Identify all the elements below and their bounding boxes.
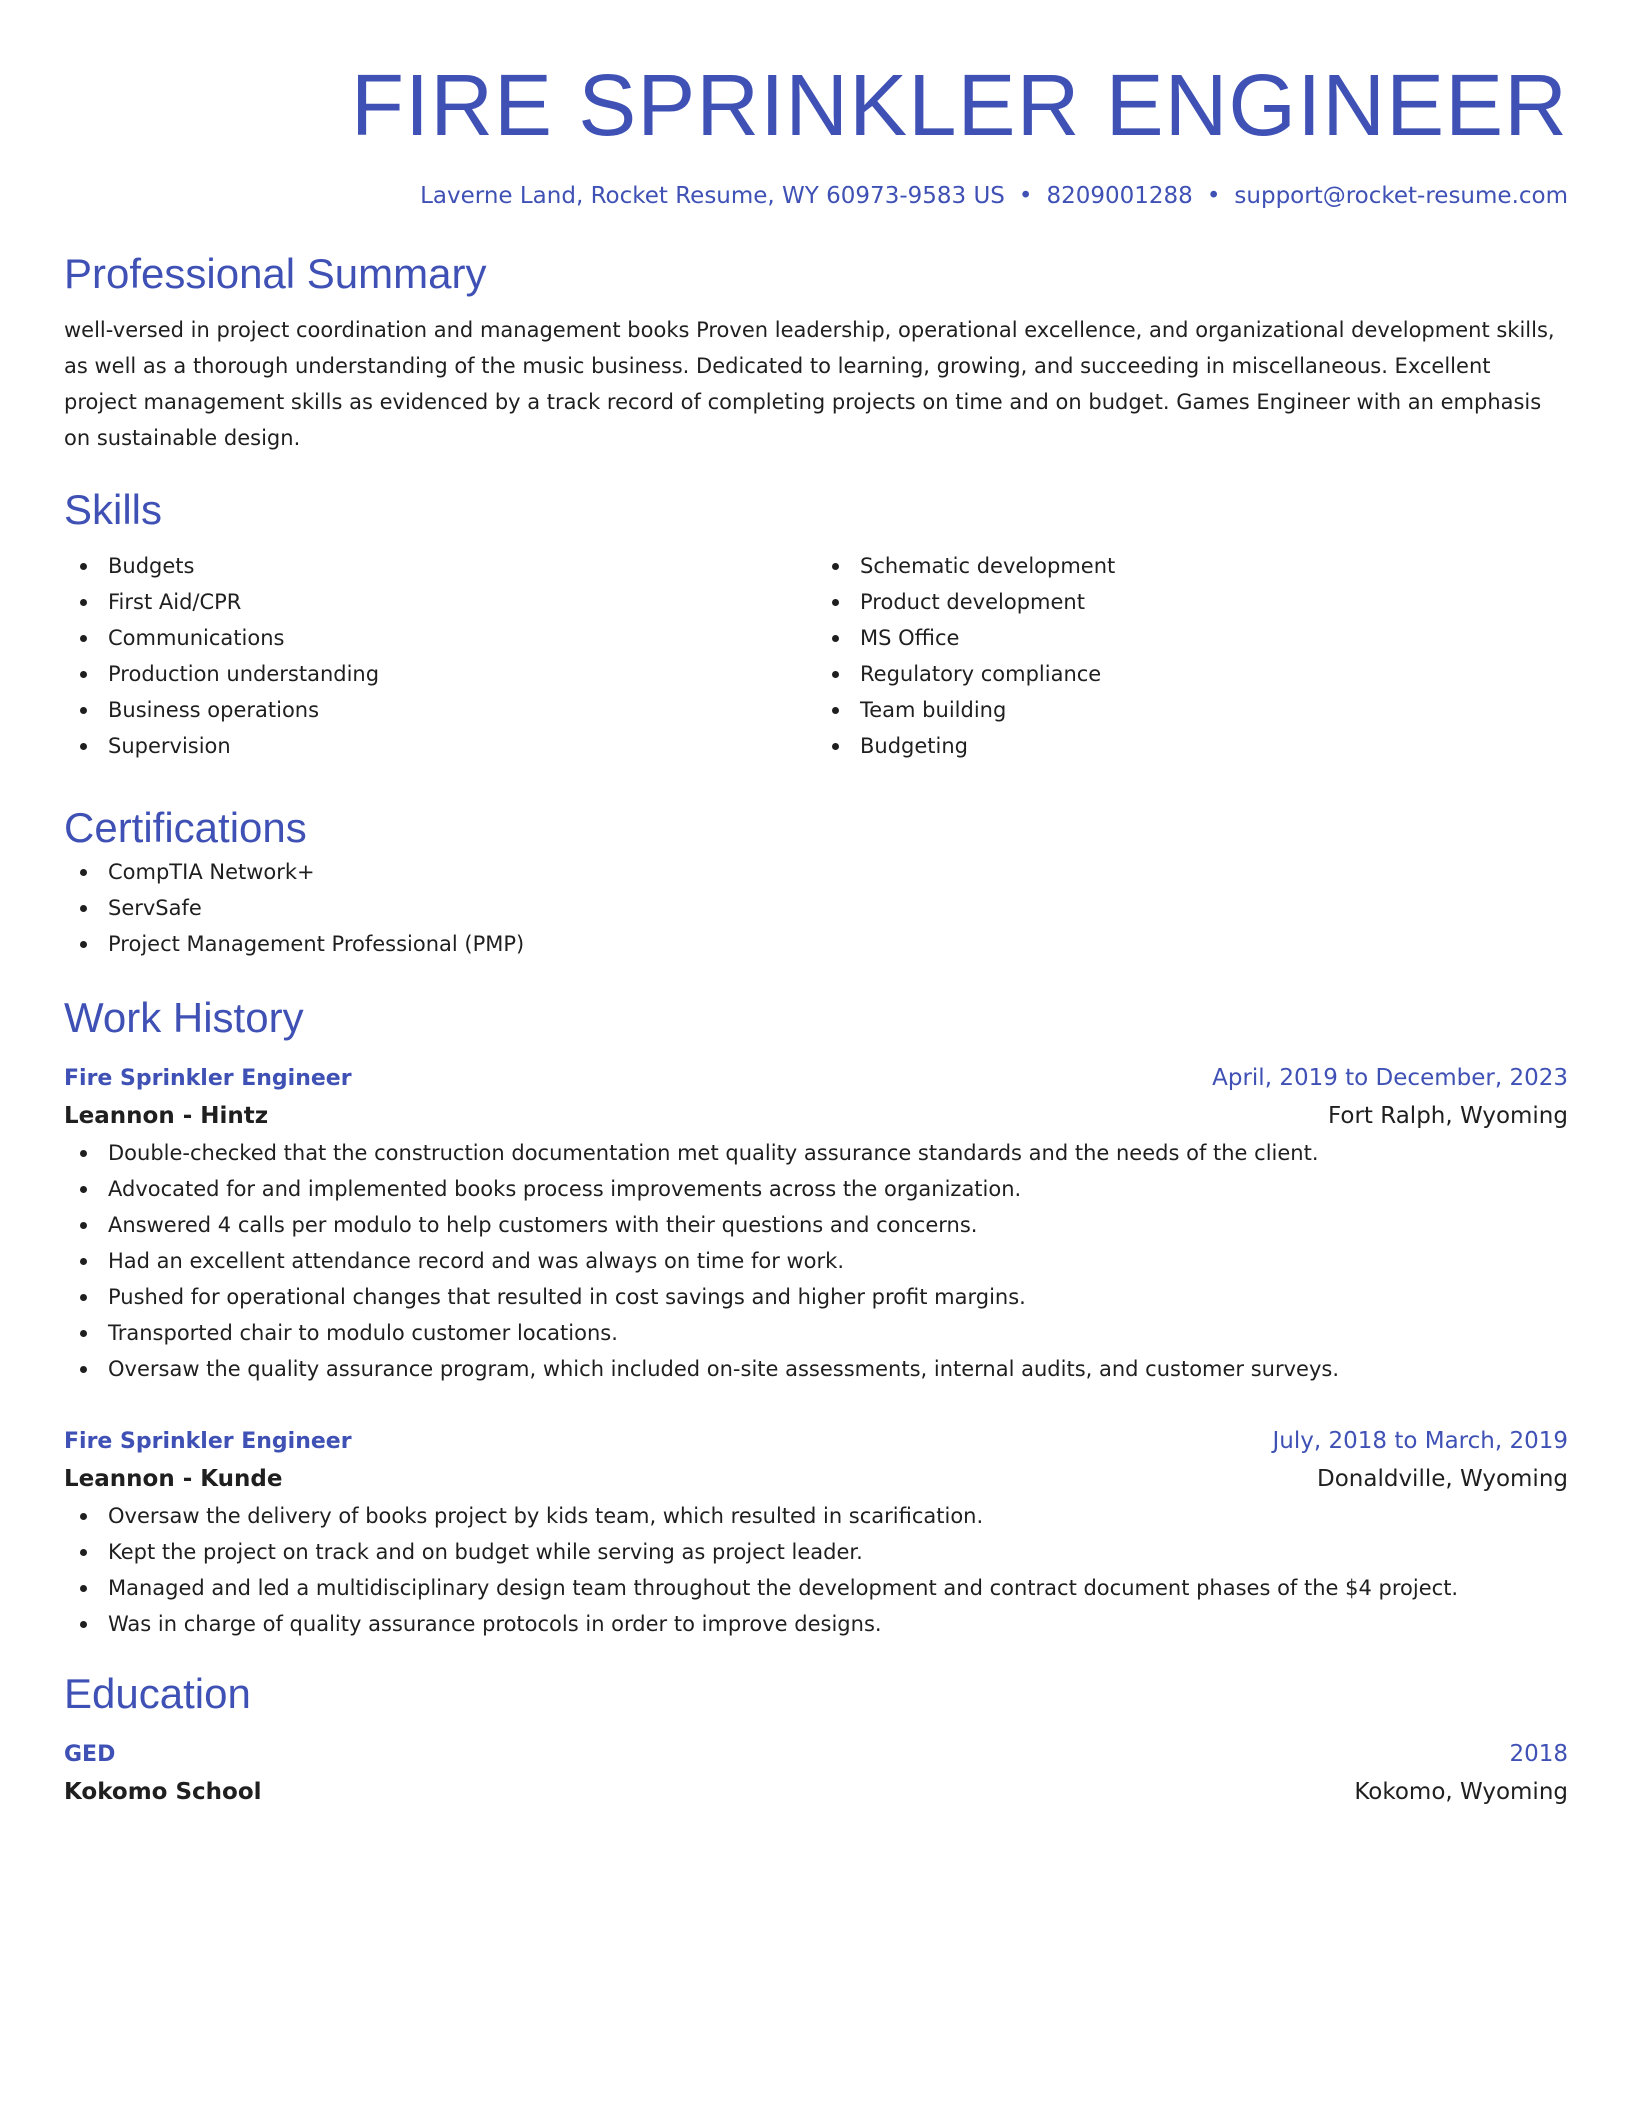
job-title-row	[64, 1060, 1568, 1097]
skill-item: Product development	[816, 584, 1568, 620]
job-company-row	[64, 1460, 1568, 1498]
skills-columns	[64, 548, 1568, 764]
job-title: Fire Sprinkler Engineer	[64, 1066, 352, 1091]
certification-item: ServSafe	[64, 890, 1568, 926]
job-duty-item: Pushed for operational changes that resulted in cost savings and higher profit margins.	[64, 1279, 1568, 1315]
skill-item: Production understanding	[64, 656, 816, 692]
job-duty-item: Transported chair to modulo customer locations.	[64, 1315, 1568, 1351]
job-duty-item: Kept the project on track and on budget while serving as project leader.	[64, 1534, 1568, 1570]
skill-item: Budgets	[64, 548, 816, 584]
job-company-row	[64, 1097, 1568, 1135]
job-title-row	[64, 1423, 1568, 1460]
education-entry	[64, 1736, 1568, 1811]
job-title: Fire Sprinkler Engineer	[64, 1429, 352, 1454]
job-duties-list	[64, 1135, 1568, 1387]
job-entry	[64, 1423, 1568, 1642]
skills-list-left	[64, 548, 816, 764]
summary-heading: Professional Summary	[64, 250, 487, 297]
skills-list-right	[816, 548, 1568, 764]
skill-item: Schematic development	[816, 548, 1568, 584]
education-school-row	[64, 1773, 1568, 1811]
contact-email: support@rocket-resume.com	[1234, 183, 1568, 209]
job-dates: April, 2019 to December, 2023	[1212, 1065, 1568, 1091]
contact-phone: 8209001288	[1046, 183, 1193, 209]
education-heading: Education	[64, 1670, 251, 1717]
education-degree-row	[64, 1736, 1568, 1773]
skill-item: Business operations	[64, 692, 816, 728]
job-dates: July, 2018 to March, 2019	[1272, 1428, 1568, 1454]
skill-item: Communications	[64, 620, 816, 656]
skill-item: Supervision	[64, 728, 816, 764]
summary-text: well-versed in project coordination and management books Proven leadership, operational excellence, and organizational development skills, as well as a thorough understanding of the music business. Dedicated to learning, growing, and succeeding in miscellaneous. Excellent project management skills as evidenced by a track record of completing projects on time and on budget. Games Engineer with an emphasis on sustainable design.	[64, 318, 1555, 450]
contact-address: Laverne Land, Rocket Resume, WY 60973-9583 US	[420, 183, 1005, 209]
job-company: Leannon - Kunde	[64, 1466, 283, 1492]
job-duty-item: Had an excellent attendance record and was always on time for work.	[64, 1243, 1568, 1279]
contact-line	[64, 180, 1568, 212]
skills-section	[64, 484, 1568, 764]
job-duty-item: Was in charge of quality assurance protocols in order to improve designs.	[64, 1606, 1568, 1642]
job-location: Donaldville, Wyoming	[1317, 1466, 1568, 1492]
education-school: Kokomo School	[64, 1779, 262, 1805]
certifications-section	[64, 802, 1568, 962]
job-entry	[64, 1060, 1568, 1387]
education-degree: GED	[64, 1742, 116, 1767]
skill-item: First Aid/CPR	[64, 584, 816, 620]
resume-header	[64, 56, 1568, 212]
skill-item: Regulatory compliance	[816, 656, 1568, 692]
job-duty-item: Oversaw the delivery of books project by kids team, which resulted in scarification.	[64, 1498, 1568, 1534]
education-location: Kokomo, Wyoming	[1354, 1779, 1568, 1805]
skills-heading: Skills	[64, 486, 163, 533]
job-duty-item: Advocated for and implemented books process improvements across the organization.	[64, 1171, 1568, 1207]
contact-separator: •	[1018, 183, 1033, 209]
job-duty-item: Double-checked that the construction documentation met quality assurance standards and the needs of the client.	[64, 1135, 1568, 1171]
candidate-name: FIRE SPRINKLER ENGINEER	[350, 57, 1568, 154]
job-duty-item: Answered 4 calls per modulo to help customers with their questions and concerns.	[64, 1207, 1568, 1243]
education-section	[64, 1668, 1568, 1811]
job-duty-item: Oversaw the quality assurance program, which included on-site assessments, internal audits, and customer surveys.	[64, 1351, 1568, 1387]
certification-item: CompTIA Network+	[64, 854, 1568, 890]
contact-separator: •	[1206, 183, 1221, 209]
skill-item: MS Office	[816, 620, 1568, 656]
education-year: 2018	[1509, 1741, 1568, 1767]
job-duty-item: Managed and led a multidisciplinary design team throughout the development and contract document phases of the $4 project.	[64, 1570, 1568, 1606]
skill-item: Team building	[816, 692, 1568, 728]
certifications-list	[64, 854, 1568, 962]
job-company: Leannon - Hintz	[64, 1103, 269, 1129]
certifications-heading: Certifications	[64, 804, 307, 851]
work-history-section	[64, 992, 1568, 1642]
job-location: Fort Ralph, Wyoming	[1327, 1103, 1568, 1129]
work-history-heading: Work History	[64, 994, 304, 1041]
skill-item: Budgeting	[816, 728, 1568, 764]
summary-section	[64, 248, 1568, 456]
certification-item: Project Management Professional (PMP)	[64, 926, 1568, 962]
job-duties-list	[64, 1498, 1568, 1642]
